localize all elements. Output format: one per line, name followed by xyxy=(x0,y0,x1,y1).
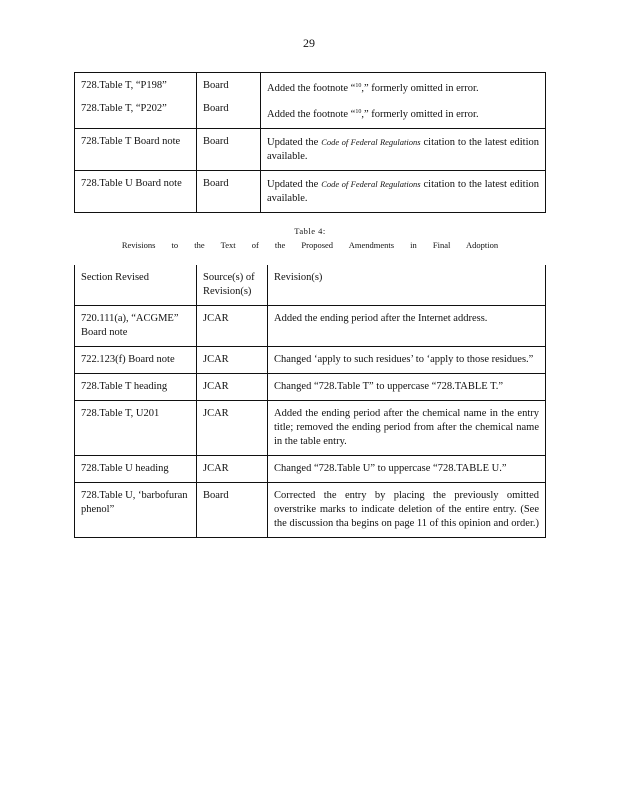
column-header: Section Revised xyxy=(75,265,197,306)
revision-cell: Added the ending period after the chemical name in the entry title; removed the ending period from after the chemical name in the table entry. xyxy=(268,401,546,456)
cfr-citation: Code of Federal Regulations xyxy=(321,179,421,189)
table-caption xyxy=(74,224,546,252)
table-row xyxy=(75,347,546,374)
table-title: Table 4: xyxy=(294,226,326,236)
section-cell xyxy=(75,73,197,129)
section-cell: 728.Table T Board note xyxy=(75,129,197,171)
table-row xyxy=(75,483,546,538)
footnote-superscript: 10 xyxy=(355,109,362,115)
cfr-citation: Code of Federal Regulations xyxy=(321,137,421,147)
source-text: Board xyxy=(203,103,229,114)
source-cell: JCAR xyxy=(197,401,268,456)
revision-cell xyxy=(261,73,546,129)
revision-cell: Changed “728.Table T” to uppercase “728.TABLE T.” xyxy=(268,374,546,401)
revision-cell: Updated the Code of Federal Regulations citation to the latest edition available. xyxy=(261,171,546,213)
revision-cell: Corrected the entry by placing the previously omitted overstrike marks to indicate deletion of the entire entry. (See the discussion tha begins on page 11 of this opinion and order.) xyxy=(268,483,546,538)
section-cell: 728.Table T, U201 xyxy=(75,401,197,456)
section-cell: 728.Table U Board note xyxy=(75,171,197,213)
section-text: 728.Table T, “P198” xyxy=(81,80,167,91)
revisions-table-continued xyxy=(74,72,546,213)
source-cell: JCAR xyxy=(197,306,268,347)
revision-text: Added the footnote “$^{10}$,” formerly omitted in error. xyxy=(267,83,479,94)
section-cell: 720.111(a), “ACGME” Board note xyxy=(75,306,197,347)
section-cell: 722.123(f) Board note xyxy=(75,347,197,374)
revisions-table xyxy=(74,265,546,538)
column-header: Revision(s) xyxy=(268,265,546,306)
table-header-row xyxy=(75,265,546,306)
table-row xyxy=(75,374,546,401)
table-row xyxy=(75,456,546,483)
revision-text: Added the footnote “$^{10}$,” formerly omitted in error. xyxy=(267,109,479,120)
page-number: 29 xyxy=(303,36,315,50)
column-header: Source(s) of Revision(s) xyxy=(197,265,268,306)
table-row xyxy=(75,73,546,129)
section-cell: 728.Table U, ‘barbofuran phenol” xyxy=(75,483,197,538)
source-cell: Board xyxy=(197,129,261,171)
table-row xyxy=(75,401,546,456)
footnote-superscript: 10 xyxy=(355,83,362,89)
source-cell xyxy=(197,73,261,129)
revision-cell: Added the ending period after the Internet address. xyxy=(268,306,546,347)
source-text: Board xyxy=(203,80,229,91)
source-cell: JCAR xyxy=(197,347,268,374)
section-cell: 728.Table T heading xyxy=(75,374,197,401)
section-text: 728.Table T, “P202” xyxy=(81,103,167,114)
source-cell: Board xyxy=(197,483,268,538)
source-cell: JCAR xyxy=(197,374,268,401)
revision-cell: Changed ‘apply to such residues’ to ‘apply to those residues.” xyxy=(268,347,546,374)
table-row xyxy=(75,306,546,347)
table-row xyxy=(75,171,546,213)
revision-cell: Changed “728.Table U” to uppercase “728.TABLE U.” xyxy=(268,456,546,483)
section-cell: 728.Table U heading xyxy=(75,456,197,483)
table-row xyxy=(75,129,546,171)
source-cell: JCAR xyxy=(197,456,268,483)
source-cell: Board xyxy=(197,171,261,213)
table-subtitle: Revisions to the Text of the Proposed Amendments in Final Adoption xyxy=(121,240,499,250)
revision-cell: Updated the Code of Federal Regulations citation to the latest edition available. xyxy=(261,129,546,171)
